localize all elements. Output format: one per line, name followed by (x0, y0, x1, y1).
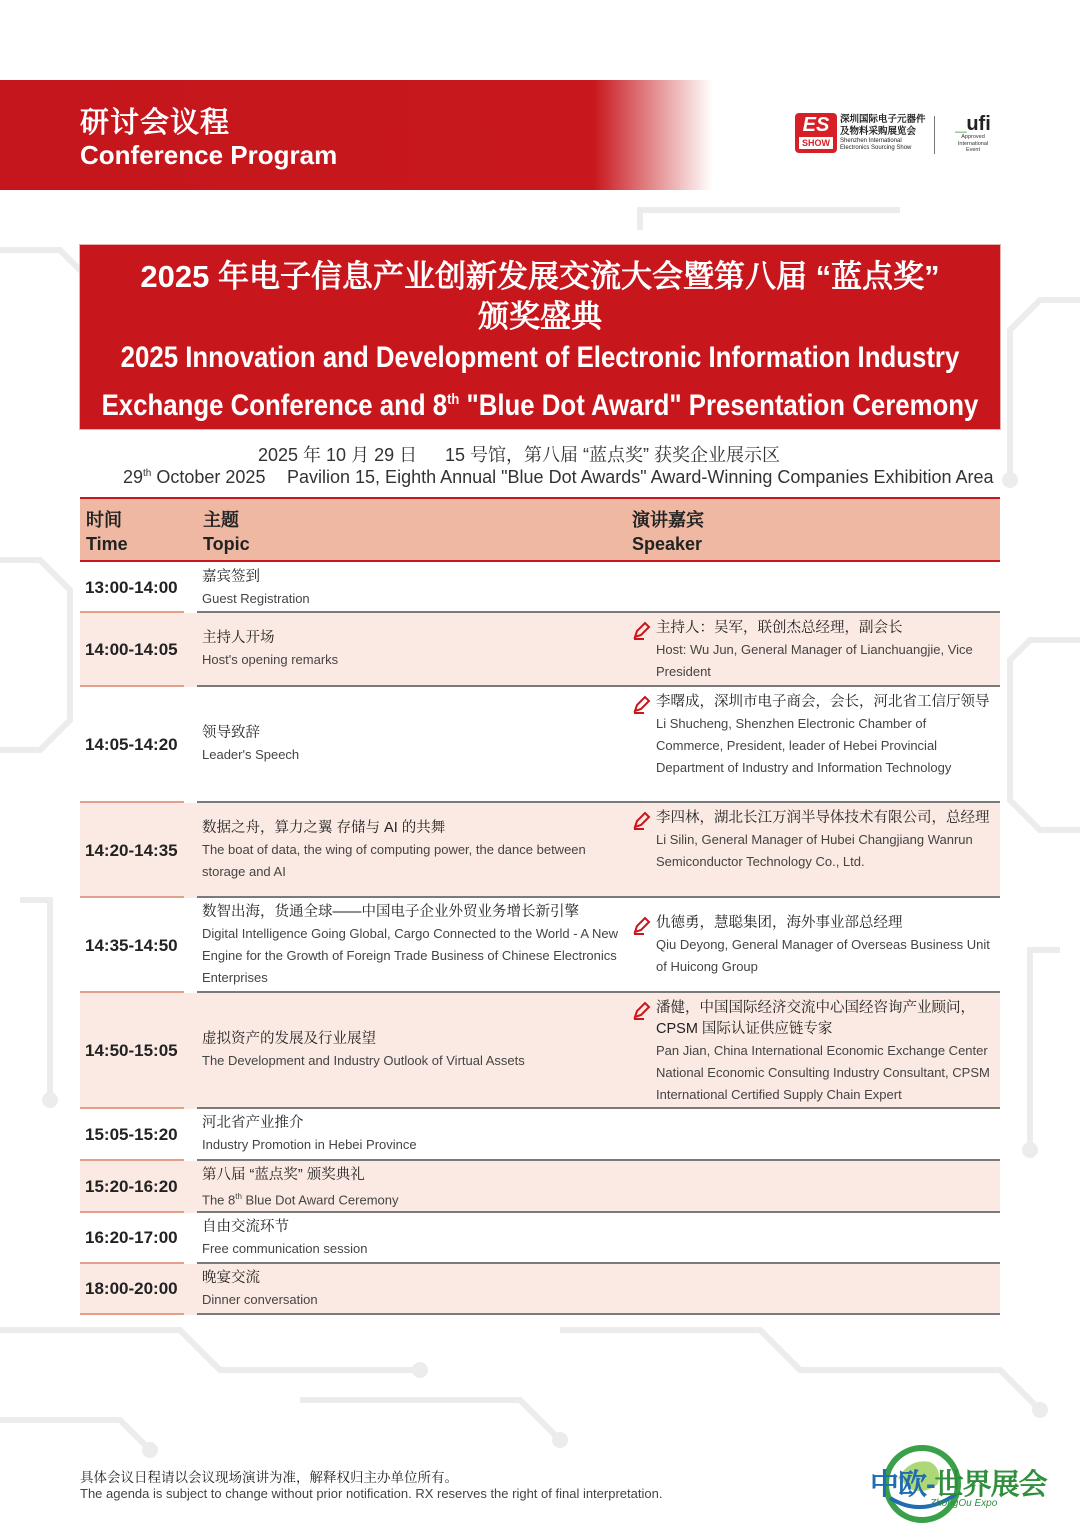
header-speaker: 演讲嘉宾 Speaker (632, 510, 704, 554)
row-topic: 河北省产业推介 Industry Promotion in Hebei Province (202, 1115, 417, 1152)
row-topic: 主持人开场 Host's opening remarks (202, 630, 339, 667)
zhongou-expo-logo (870, 1438, 1075, 1530)
pen-icon (632, 694, 652, 714)
expo-name: 中欧-世界展会 (870, 1469, 1047, 1501)
row-speaker: 潘健，中国国际经济交流中心国经咨询产业顾问，CPSM 国际认证供应链专家 Pan Jian, China International Economic Exchange Center National Economic Consulting Industry Consultant, CPSM International Certified Supply Chain Expert (632, 998, 996, 1106)
row-time: 16:20-17:00 (85, 1228, 178, 1247)
row-topic: 虚拟资产的发展及行业展望 The Development and Industry Outlook of Virtual Assets (202, 1031, 525, 1068)
es-logo-name-cn2: 及物料采购展览会 (840, 126, 917, 137)
es-logo-mark: ES (802, 114, 830, 136)
row-time: 15:05-15:20 (85, 1125, 178, 1144)
event-venue-en: Pavilion 15, Eighth Annual "Blue Dot Awards" Award-Winning Companies Exhibition Area (287, 467, 994, 487)
row-topic: 领导致辞 Leader's Speech (202, 725, 300, 762)
row-topic: 第八届 “蓝点奖” 颁奖典礼 The 8th Blue Dot Award Ceremony (202, 1167, 399, 1208)
footer-note-cn: 具体会议日程请以会议现场演讲为准，解释权归主办单位所有。 (80, 1470, 458, 1485)
event-date-en: 29th October 2025 (123, 467, 266, 487)
event-title-box (80, 245, 1000, 429)
header-time: 时间 Time (86, 510, 128, 554)
row-topic: 嘉宾签到 Guest Registration (202, 569, 310, 606)
row-time: 14:50-15:05 (85, 1041, 178, 1060)
row-speaker: 李四林，湖北长江万润半导体技术有限公司，总经理 Li Silin, General Manager of Hubei Changjiang Wanrun Semiconductor Technology Co., Ltd. (632, 808, 996, 873)
es-logo-sub: SHOW (799, 137, 833, 149)
event-title-en-line2: Exchange Conference and 8th "Blue Dot Award" Presentation Ceremony (101, 389, 979, 422)
footer-note-en: The agenda is subject to change without prior notification. RX reserves the right of final interpretation. (80, 1486, 663, 1501)
table-row (80, 1109, 1000, 1161)
ufi-logo-mark: _ufi (955, 113, 991, 135)
ufi-line2: International (957, 140, 989, 147)
row-topic: 自由交流环节 Free communication session (202, 1219, 368, 1256)
table-row (80, 613, 1000, 687)
pen-icon (632, 810, 652, 830)
header-topic: 主题 Topic (203, 510, 250, 554)
event-title-en-line1: 2025 Innovation and Development of Electronic Information Industry (120, 341, 960, 374)
row-time: 14:00-14:05 (85, 640, 178, 659)
expo-name-en: ZhongOu Expo (930, 1498, 998, 1509)
row-speaker: 李曙成，深圳市电子商会，会长，河北省工信厅领导 Li Shucheng, Shenzhen Electronic Chamber of Commerce, President, leader of Hebei Provincial Department of Industry and Information Technology (632, 692, 996, 779)
es-show-logo (795, 113, 837, 153)
table-row (80, 993, 1000, 1109)
pen-icon (632, 1000, 652, 1020)
ufi-line1: Approved (961, 134, 985, 140)
row-speaker: 仇德勇，慧聪集团，海外事业部总经理 Qiu Deyong, General Manager of Overseas Business Unit of Huicong Group (632, 913, 996, 978)
row-time: 15:20-16:20 (85, 1177, 178, 1196)
event-venue-cn: 15 号馆，第八届 “蓝点奖” 获奖企业展示区 (445, 445, 781, 465)
es-logo-name-cn: 深圳国际电子元器件 (840, 114, 926, 125)
event-title-cn-line1: 2025 年电子信息产业创新发展交流大会暨第八届 “蓝点奖” (140, 259, 940, 294)
table-row (80, 563, 1000, 613)
logo-divider (934, 116, 935, 154)
row-speaker: 主持人：吴军，联创杰总经理，副会长 Host: Wu Jun, General Manager of Lianchuangjie, Vice President (632, 618, 996, 683)
ufi-line3: Event (965, 147, 981, 153)
row-time: 18:00-20:00 (85, 1279, 178, 1298)
program-title-en: Conference Program (80, 140, 338, 170)
table-row (80, 898, 1000, 993)
event-date-cn: 2025 年 10 月 29 日 (258, 445, 418, 465)
pen-icon (632, 915, 652, 935)
es-show-logo-text (840, 114, 930, 152)
pen-icon (632, 620, 652, 640)
row-topic: 晚宴交流 Dinner conversation (202, 1270, 318, 1307)
header-banner (0, 80, 1080, 190)
row-time: 14:35-14:50 (85, 936, 178, 955)
row-topic: 数智出海，货通全球——中国电子企业外贸业务增长新引擎 Digital Intelligence Going Global, Cargo Connected to the World - A New Engine for the Growth of Foreign Trade Business of Chinese Electronics Enterprises (202, 904, 618, 985)
es-logo-name-en2: Electronics Sourcing Show (840, 145, 912, 151)
row-time: 13:00-14:00 (85, 578, 178, 597)
ufi-logo (943, 114, 1003, 154)
table-row (80, 1264, 1000, 1315)
table-row (80, 803, 1000, 898)
table-row (80, 687, 1000, 803)
table-row (80, 1213, 1000, 1264)
table-row (80, 1161, 1000, 1213)
event-title-cn-line2: 颁奖盛典 (478, 299, 602, 334)
row-time: 14:05-14:20 (85, 735, 178, 754)
es-logo-name-en: Shenzhen International (840, 138, 902, 144)
program-title-cn: 研讨会议程 (80, 107, 231, 139)
row-time: 14:20-14:35 (85, 841, 178, 860)
row-topic: 数据之舟，算力之翼 存储与 AI 的共舞 The boat of data, the wing of computing power, the dance between storage and AI (202, 820, 586, 879)
table-header (80, 499, 1000, 562)
